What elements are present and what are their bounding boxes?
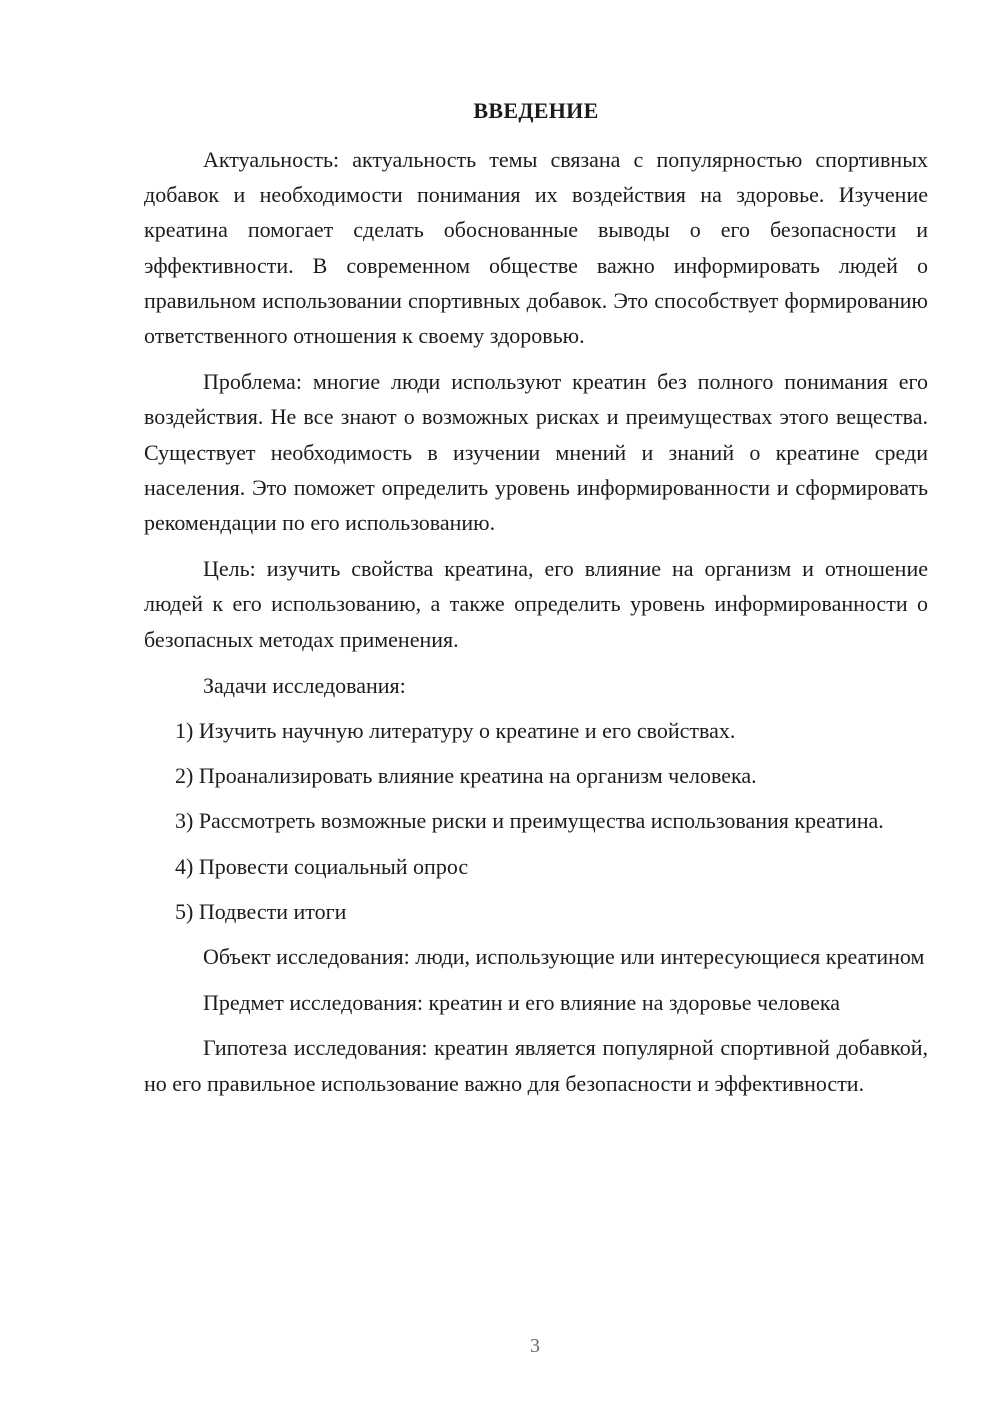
- problem-paragraph: Проблема: многие люди используют креатин без полного понимания его воздействия. Не все знают о возможных рисках и преимуществах этого вещества. Существует необходимость в изучении мнений и знаний о креатине среди населения. Это поможет определить уровень информированности и сформировать рекомендации по его использованию.: [144, 369, 928, 536]
- tasks-heading: Задачи исследования:: [203, 672, 406, 698]
- list-item: 4) Провести социальный опрос: [175, 853, 469, 879]
- list-item: 5) Подвести итоги: [175, 898, 347, 924]
- list-item: 3) Рассмотреть возможные риски и преимущества использования креатина.: [175, 808, 884, 834]
- subject-paragraph: Предмет исследования: креатин и его влияние на здоровье человека: [203, 990, 840, 1016]
- page-title: ВВЕДЕНИЕ: [473, 98, 599, 123]
- relevance-paragraph: Актуальность: актуальность темы связана с популярностью спортивных добавок и необходимости понимания их воздействия на здоровье. Изучение креатина помогает сделать обоснованные выводы о его безопасности и эффективности. В современном обществе важно информировать людей о правильном использовании спортивных добавок. Это способствует формированию ответственного отношения к своему здоровью.: [144, 147, 928, 349]
- goal-paragraph: Цель: изучить свойства креатина, его влияние на организм и отношение людей к его использованию, а также определить уровень информированности о безопасных методах применения.: [144, 556, 928, 652]
- list-item: 1) Изучить научную литературу о креатине и его свойствах.: [175, 718, 736, 744]
- object-paragraph: Объект исследования: люди, использующие или интересующиеся креатином: [203, 944, 925, 970]
- page-number: 3: [530, 1335, 540, 1357]
- list-item: 2) Проанализировать влияние креатина на организм человека.: [175, 763, 757, 789]
- tasks-list: [144, 713, 928, 929]
- document-body: [144, 94, 928, 1112]
- hypothesis-paragraph: Гипотеза исследования: креатин является популярной спортивной добавкой, но его правильное использование важно для безопасности и эффективности.: [144, 1035, 928, 1096]
